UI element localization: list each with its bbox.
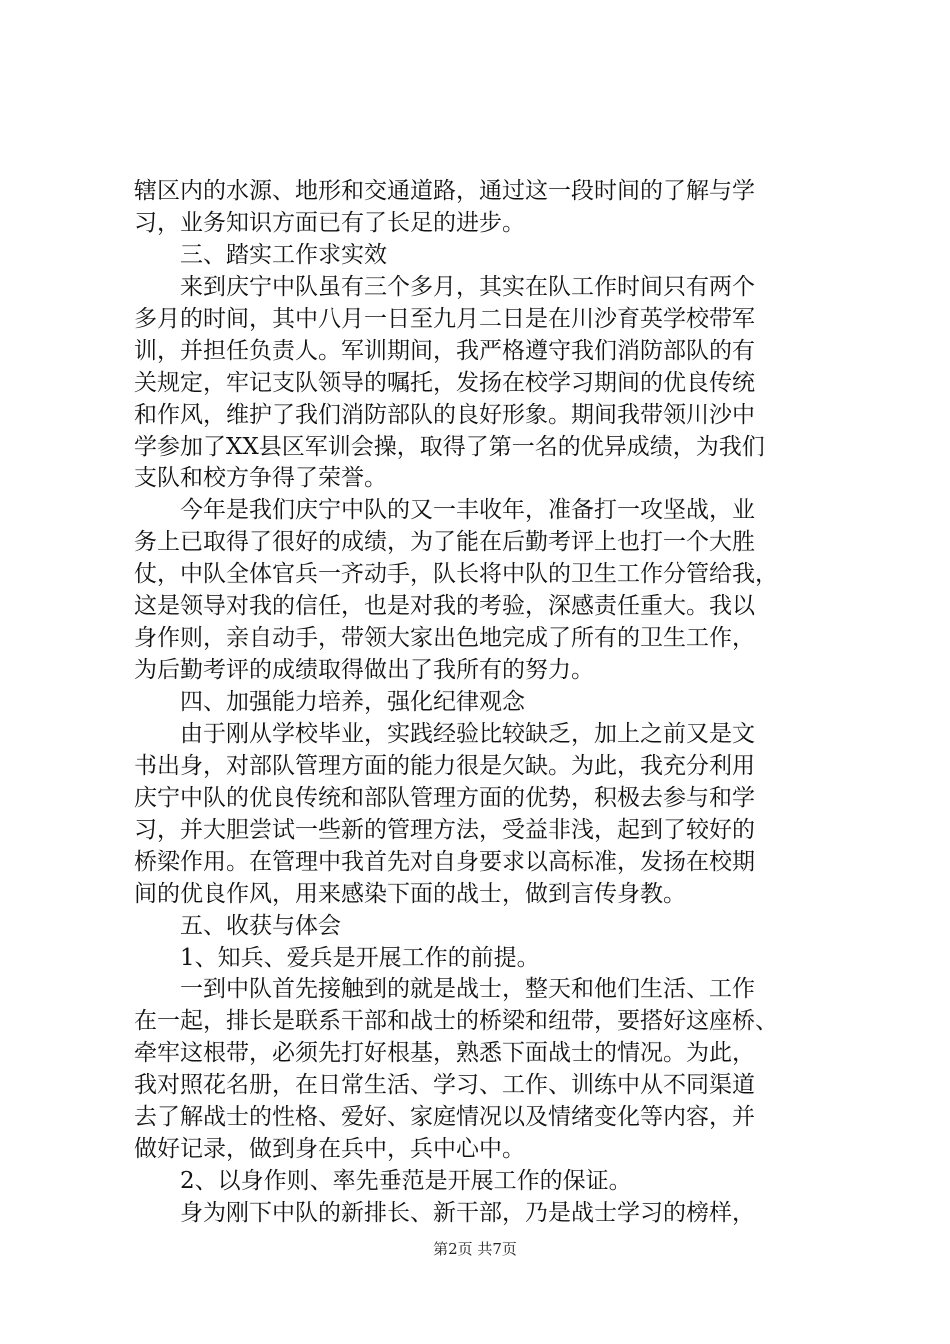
text-line: 习，并大胆尝试一些新的管理方法，受益非浅，起到了较好的 [134,816,755,843]
text-line: 支队和校方争得了荣誉。 [134,465,387,492]
text-line: 这是领导对我的信任，也是对我的考验，深感责任重大。我以 [134,593,755,620]
paragraph-start: 由于刚从学校毕业，实践经验比较缺乏，加上之前又是文 [180,720,755,747]
text-line: 身作则，亲自动手，带领大家出色地完成了所有的卫生工作， [134,625,755,652]
section-heading: 五、收获与体会 [180,912,341,939]
text-line: 在一起，排长是联系干部和战士的桥梁和纽带，要搭好这座桥、 [134,1008,778,1035]
subsection-heading: 1、知兵、爱兵是开展工作的前提。 [180,944,540,971]
text-line: 仗，中队全体官兵一齐动手，队长将中队的卫生工作分管给我， [134,561,778,588]
text-line: 去了解战士的性格、爱好、家庭情况以及情绪变化等内容，并 [134,1104,755,1131]
text-line: 关规定，牢记支队领导的嘱托，发扬在校学习期间的优良传统 [134,369,755,396]
text-line: 学参加了XX县区军训会操，取得了第一名的优异成绩，为我们 [134,433,765,460]
section-heading: 三、踏实工作求实效 [180,241,387,268]
paragraph-start: 来到庆宁中队虽有三个多月，其实在队工作时间只有两个 [180,273,755,300]
paragraph-start: 身为刚下中队的新排长、新干部，乃是战士学习的榜样， [180,1200,755,1226]
text-line: 和作风，维护了我们消防部队的良好形象。期间我带领川沙中 [134,401,755,428]
text-line: 桥梁作用。在管理中我首先对自身要求以高标准，发扬在校期 [134,848,755,875]
text-line: 我对照花名册，在日常生活、学习、工作、训练中从不同渠道 [134,1072,755,1099]
text-line: 做好记录，做到身在兵中，兵中心中。 [134,1136,525,1163]
document-body [134,176,834,1230]
section-heading: 四、加强能力培养，强化纪律观念 [180,689,525,715]
paragraph-start: 今年是我们庆宁中队的又一丰收年，准备打一攻坚战，业 [180,497,755,524]
page-number-footer: 第2页 共7页 [433,1240,517,1258]
paragraph-start: 一到中队首先接触到的就是战士，整天和他们生活、工作 [180,976,755,1003]
text-line: 习，业务知识方面已有了长足的进步。 [134,209,525,236]
text-line: 牵牢这根带，必须先打好根基，熟悉下面战士的情况。为此， [134,1040,755,1067]
subsection-heading: 2、以身作则、率先垂范是开展工作的保证。 [180,1168,632,1195]
text-line: 务上已取得了很好的成绩，为了能在后勤考评上也打一个大胜 [134,529,755,556]
text-line: 间的优良作风，用来感染下面的战士，做到言传身教。 [134,880,686,907]
text-line: 书出身，对部队管理方面的能力很是欠缺。为此，我充分利用 [134,752,755,779]
text-line: 为后勤考评的成绩取得做出了我所有的努力。 [134,657,594,684]
text-line: 辖区内的水源、地形和交通道路，通过这一段时间的了解与学 [134,178,755,204]
text-line: 训，并担任负责人。军训期间，我严格遵守我们消防部队的有 [134,337,755,364]
text-line: 多月的时间，其中八月一日至九月二日是在川沙育英学校带军 [134,305,755,332]
text-line: 庆宁中队的优良传统和部队管理方面的优势，积极去参与和学 [134,784,755,811]
